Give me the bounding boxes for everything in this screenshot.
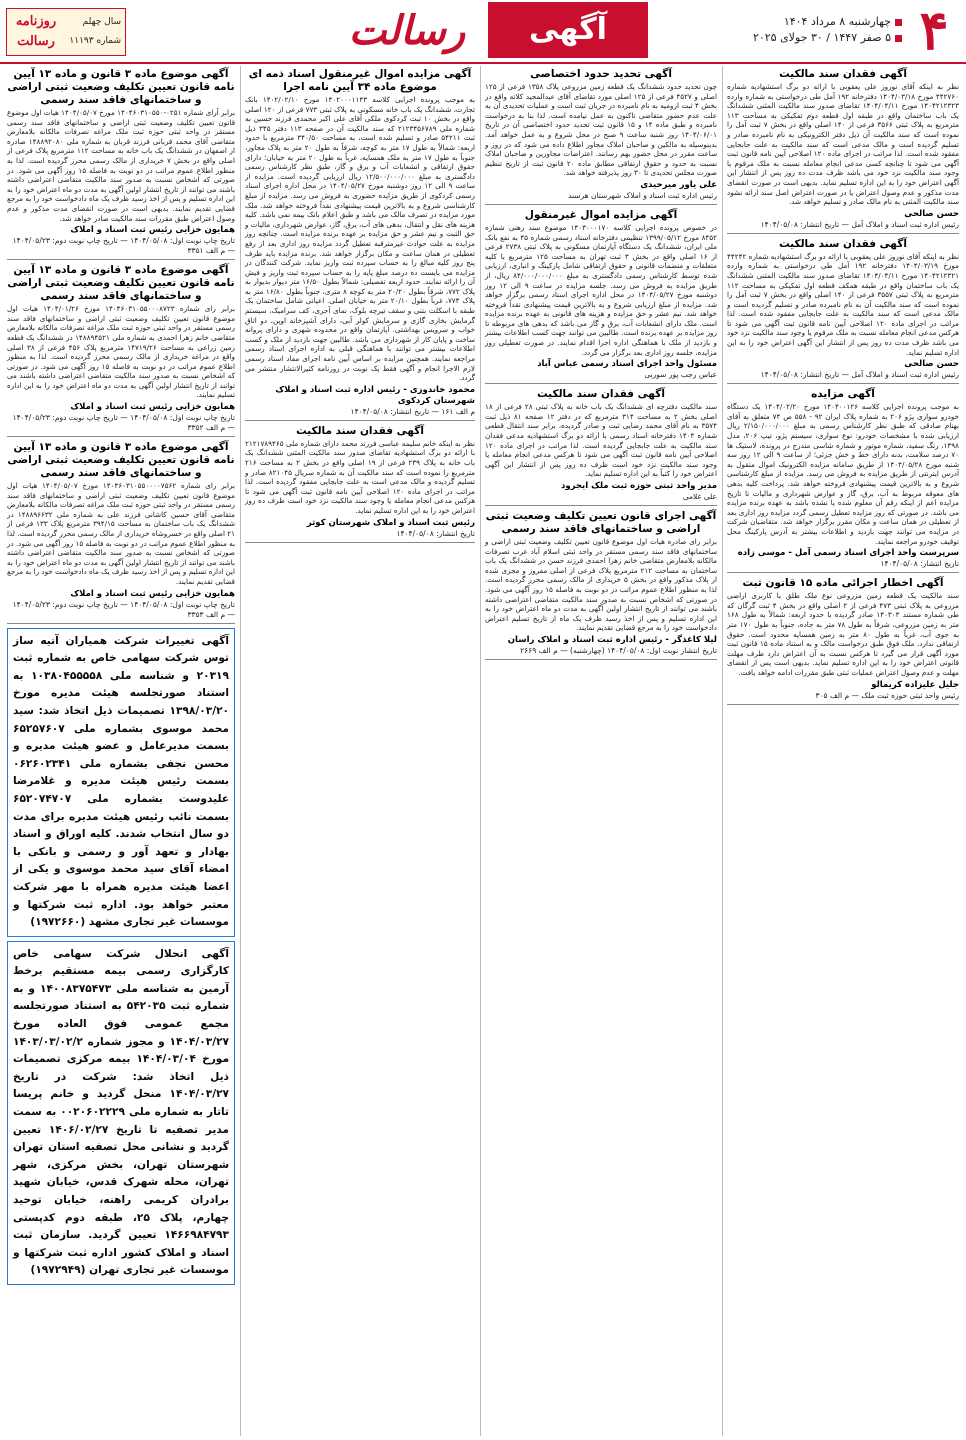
ad-title: آگهی فقدان سند مالکیت — [296, 424, 424, 437]
ad-signature: جلیل علیزاده کریمالو — [871, 679, 959, 690]
ad-signature: حسن صالحی — [904, 208, 959, 219]
column-1 — [724, 66, 962, 1436]
ad-block — [485, 510, 717, 660]
ad-signature: همایون خزایی رئیس ثبت اسناد و املاک — [70, 225, 235, 236]
company-notice-text: آگهی انحلال شرکت سهامی خاص کارگزاری رسمی بیمه مستقیم برخط آرمین به شناسه ملی ۱۴۰۰۸۳۷۵۴۷۳ و به شماره ثبت ۵۴۲۰۳۵ به استناد صورتجلسه مجمع عمومی فوق العاده مورخ ۱۴۰۴/۰۳/۲۷ و مجوز شماره ۱۴۰۳/۰۳/۰۲/۲ مورخ ۱۴۰۴/۰۳/۰۴ بیمه مرکزی تصمیمات ذیل اتخاذ شد: شرکت در تاریخ ۱۴۰۴/۰۳/۲۷ منحل گردید و خانم پریسا تاتار به شماره ملی ۰۰۲۰۶۰۲۲۲۹ به سمت مدیر تصفیه تا تاریخ ۱۴۰۶/۰۲/۲۷ تعیین گردید و نشانی محل تصفیه استان تهران شهرستان تهران، بخش مرکزی، شهر تهران، محله شهرک قدس، خیابان شهید برادران کریمی راهنه، خیابان توحید چهارم، پلاک ۲۵، طبقه دوم کدپستی ۱۴۶۶۹۸۴۷۹۳ تعیین گردید. سازمان ثبت اسناد و املاک کشور اداره ثبت شرکتها و موسسات غیر تجاری تهران (۱۹۷۲۹۴۹) — [13, 947, 230, 1277]
column-divider — [240, 66, 241, 1436]
ad-title: آگهی تحدید حدود اختصاصی — [530, 68, 672, 80]
ad-body: به موجب پرونده اجرایی کلاسه ۱۴۰۲۰۰۰۱۱۴۳ مورخ ۱۴۰۲/۰۲/۱۰ بانک تجارت، ششدانگ یک باب خانه مسکونی به پلاک ثبتی ۷۷۳ فرعی از ۱۲۰ اصلی واقع در بخش ۱۰ ثبت کردکوی ملکی آقای علی اکبر محمدی فرزند حسین به شماره ملی ۲۱۲۳۴۵۶۷۸۹ که سند مالکیت آن در صفحه ۱۱۳ دفتر ۳۴۵ ذیل ثبت ۵۴۲۱۱ صادر و تسلیم شده است، به مساحت ۳۴۰/۵۰ مترمربع با حدود اربعه: شمالاً به طول ۱۷ متر به کوچه، شرقاً به طول ۲۰ متر به پلاک مجاور، جنوباً به طول ۱۷ متر به ملک همسایه، غرباً به طول ۲۰ متر به خیابان؛ دارای حقوق ارتفاقی و انشعابات آب و برق و گاز، طبق نظر کارشناس رسمی دادگستری به مبلغ ۱۲/۵۰۰/۰۰۰/۰۰۰ ریال ارزیابی گردیده است. مزایده از ساعت ۹ الی ۱۲ روز دوشنبه مورخ ۱۴۰۴/۰۵/۲۷ در محل اداره اجرای اسناد رسمی کردکوی از طریق مزایده حضوری به فروش می رسد. مزایده از مبلغ کارشناسی شروع و به بالاترین قیمت پیشنهادی نقداً فروخته خواهد شد. ملک مورد مزایده در تصرف مالک می باشد و طبق اعلام بانک بیمه نمی باشد. کلیه هزینه های نقل و انتقال، بدهی های آب، برق، گاز، عوارض شهرداری، مالیات و حق الثبت و نیم عشر و حق مزایده بر عهده برنده مزایده است. چنانچه روز مزایده به علت حوادث غیرمترقبه تعطیل گردد مزایده روز اداری بعد از رفع تعطیلی در همان ساعت و مکان برگزار خواهد شد. برنده مزایده باید ظرف پنج روز کلیه مبالغ را به حساب سپرده ثبت واریز نماید. شرکت کنندگان در مزایده می بایست ده درصد مبلغ پایه را به حساب سپرده ثبت واریز و فیش آن را ارائه نمایند. حدود اربعه تفصیلی: شمالاً بطول ۱۶/۵۰ متر دیوار بدیوار به پلاک ۷۷۲، شرقاً بطول ۲۰/۲۰ متر به کوچه ۸ متری، جنوباً بطول ۱۶/۸۰ متر به پلاک ۷۷۴، غرباً بطول ۲۰/۱۰ متر به خیابان اصلی. اعیانی شامل ساختمان یک طبقه با اسکلت بتنی و سقف تیرچه بلوک، نمای آجری، کف سرامیک، سیستم گرمایش بخاری گازی و سرمایش کولر آبی، دارای آشپزخانه اوپن، دو اتاق خواب و سرویس بهداشتی. آپارتمان واقع در محدوده شهری و دارای پروانه ساخت و پایان کار از شهرداری می باشد. طالبین جهت بازدید از ملک و کسب اطلاعات بیشتر می توانند با هماهنگی قبلی به اداره اجرای اسناد رسمی مراجعه نمایند. همچنین مزایده بر اساس آیین نامه اجرای مفاد اسناد رسمی لازم الاجرا انجام و آگهی فقط یک نوبت در روزنامه کثیرالانتشار منتشر می گردد. — [245, 95, 475, 383]
ad-signature: محمود خاندوزی - رئیس اداره ثبت اسناد و املاک شهرستان کردکوی — [275, 384, 475, 406]
ad-body: برابر رای صادره هیات اول موضوع قانون تعیین تکلیف وضعیت ثبتی اراضی و ساختمانهای فاقد سند رسمی مستقر در واحد ثبتی اسلام آباد غرب تصرفات مالکانه بلامعارض متقاضی خانم زهرا احمدی فرزند حسن در ششدانگ یک باب ساختمان به مساحت ۲۱۲ مترمربع پلاک فرعی از اصلی مفروز و مجزی شده از پلاک مذکور واقع در بخش ۵ خریداری از مالک رسمی محرز گردیده است. لذا به منظور اطلاع عموم مراتب در دو نوبت به فاصله ۱۵ روز آگهی می شود. در صورتی که اشخاص نسبت به صدور سند مالکیت متقاضی اعتراضی داشته باشند می توانند از تاریخ انتشار اولین آگهی به مدت دو ماه اعتراض خود را به این اداره تسلیم و پس از اخذ رسید ظرف یک ماه از تاریخ تسلیم اعتراض دادخواست خود را به مرجع قضایی تقدیم نمایند. — [485, 537, 717, 633]
ad-block — [727, 388, 959, 573]
ad-block — [727, 577, 959, 704]
ad-title: آگهی مزایده اموال غیرمنقول — [524, 208, 678, 221]
ad-signature: علی یاور میرحیدی — [640, 179, 717, 190]
year-label: سال چهلم — [82, 17, 121, 27]
ad-footer: تاریخ انتشار: ۱۴۰۴/۰۵/۰۸ — [880, 559, 959, 569]
ad-footer: رئیس واحد ثبتی حوزه ثبت ملک — م الف ۳۰۵ — [815, 690, 959, 700]
ad-footer: رئیس اداره ثبت اسناد و املاک آمل — تاریخ انتشار: ۱۴۰۴/۰۵/۰۸ — [760, 219, 959, 229]
page-number: ۴ — [919, 0, 949, 62]
ad-block — [7, 264, 235, 437]
column-3 — [242, 66, 478, 1436]
ad-signature: مسئول واحد اجرای اسناد رسمی عباس آباد — [537, 359, 717, 370]
ad-title: آگهی فقدان سند مالکیت — [779, 68, 907, 80]
ad-block — [245, 68, 475, 421]
ad-body: نظر به اینکه آقای نوروز علی یعقوبی با ارائه دو برگ استشهادیه شماره ۴۴۲۷۶۰ مورخ ۱۴۰۴/۰۳/۱۸ دفترخانه ۱۹۲ آمل طی درخواستی به شماره وارده ۱۴۰۴۲۱۲۳۲۳ مورخ ۱۴۰۴/۰۴/۱۱ تقاضای صدور سند مالکیت المثنی ششدانگ یک باب ساختمان واقع در طبقه اول قطعه دوم تفکیکی به مساحت ۱۱۳ مترمربع به پلاک ثبتی ۳۵۶۶ فرعی از ۱۴۰ اصلی واقع در بخش ۷ ثبت آمل را نموده است که سند مالکیت آن ذیل دفتر الکترونیکی به نام نامبرده صادر و تسلیم گردیده است و مالک مدعی است که سند مالکیت به علت جابجایی مفقود شده است. لذا مراتب در اجرای ماده ۱۲۰ اصلاحی آیین نامه قانون ثبت آگهی می شود تا چنانچه کسی مدعی انجام معامله نسبت به ملک مرقوم یا وجود سند مالکیت نزد خود می باشد ظرف مدت ده روز پس از انتشار این آگهی اعتراض خود را به این اداره تسلیم نماید. بدیهی است در صورت انقضای مدت مذکور و عدم وصول اعتراض یا در صورت اعتراض اصل سند ارائه نشود سند مالکیت المثنی به نام مالک صادر و تسلیم خواهد شد. — [727, 82, 959, 207]
ad-body: نظر به اینکه آقای نوروز علی یعقوبی با ارائه دو برگ استشهادیه شماره ۴۴۲۴۲ مورخ ۱۴۰۴/۰۳/۱۹ دفترخانه ۱۹۲ آمل طی درخواستی به شماره وارده ۱۴۰۴۲۱۲۳۲۱ مورخ ۱۴۰۴/۰۴/۱۱ تقاضای صدور سند مالکیت المثنی ششدانگ یک باب ساختمان واقع در طبقه همکف قطعه اول تفکیکی به مساحت ۱۱۲ مترمربع به پلاک ثبتی ۳۵۵۷ فرعی از ۱۴۰ اصلی واقع در بخش ۷ ثبت آمل را نموده است که سند مالکیت آن به نام نامبرده صادر و تسلیم گردیده است و مالک مدعی است که سند مالکیت به علت جابجایی مفقود شده است. لذا مراتب در اجرای ماده ۱۲۰ اصلاحی آیین نامه قانون ثبت آگهی می شود تا هرکس مدعی انجام معامله نسبت به ملک مرقوم یا وجود سند مالکیت نزد خود می باشد ظرف مدت ده روز پس از انتشار این آگهی اعتراض خود را به این اداره تسلیم نماید. — [727, 251, 959, 357]
ad-signature: حسن صالحی — [904, 359, 959, 370]
ad-block — [7, 68, 235, 260]
ad-title: آگهی فقدان سند مالکیت — [537, 388, 665, 401]
ad-footer: علی غلامی — [682, 492, 717, 501]
date-hijri-gregorian: ۵ صفر ۱۴۴۷ / ۳۰ جولای ۲۰۲۵ — [752, 31, 891, 44]
small-logo: روزنامه رسالت — [15, 14, 57, 49]
ad-title: آگهی مزایده اموال غیرمنقول اسناد ذمه ای موضوع ماده ۳۴ آیین نامه اجرا — [248, 68, 472, 93]
square-bullet-icon — [895, 19, 902, 26]
ad-body: نظر به اینکه خانم سلیمه عباسی فرزند محمد دارای شماره ملی ۲۱۲۱۷۸۹۴۶۵ با ارائه دو برگ استشهادیه تقاضای صدور سند مالکیت المثنی ششدانگ یک باب خانه به پلاک ۲۳۹ فرعی از ۱۹ اصلی واقع در بخش ۲ به مساحت ۲۱۶ مترمربع را نموده است که سند مالکیت آن به شماره سریال ۸۲۱۰۴۵ صادر و تسلیم گردیده و مالک مدعی است به علت جابجایی مفقود گردیده است. لذا مراتب در اجرای ماده ۱۲۰ اصلاحی آیین نامه قانون ثبت آگهی می شود تا هرکس مدعی انجام معامله یا وجود سند مالکیت نزد خود است ظرف ده روز اعتراض خود را به این اداره تسلیم نماید. — [245, 438, 476, 515]
ad-block — [7, 441, 235, 624]
ad-footer: تاریخ انتشار: ۱۴۰۴/۰۵/۰۸ — [396, 528, 475, 538]
issue-label: شماره ۱۱۱۹۳ — [69, 36, 121, 46]
ad-footer: عباس رجب پور سوربی — [644, 370, 717, 380]
ad-signature: لیلا کاغذگر - رئیس اداره ثبت اسناد و املاک راسان — [507, 634, 717, 645]
date-persian: چهارشنبه ۸ مرداد ۱۴۰۴ — [783, 15, 891, 28]
square-bullet-icon — [895, 35, 902, 42]
column-4 — [4, 66, 238, 1436]
ad-footer: م الف ۱۶۱ — تاریخ انتشار: ۱۴۰۴/۰۵/۰۸ — [350, 406, 475, 416]
issue-meta-box — [6, 8, 126, 56]
page-header — [0, 0, 966, 64]
company-change-notice — [7, 628, 235, 937]
ad-body: برابر رای شماره ۱۴۰۴۶۰۳۱۰۵۵۰۰۰۰۷۵۶۲ مورخ ۱۴۰۴/۰۵/۰۷ هیات اول موضوع قانون تعیین تکلیف وضعیت ثبتی اراضی و ساختمانهای فاقد سند رسمی مستقر در واحد ثبتی حوزه ثبت ملک مراغه تصرفات مالکانه بلامعارض متقاضی آقای حسین کاشانی فرزند علی به شماره ملی ۱۴۸۸۹۶۶۳۲ در ششدانگ یک باب ساختمان به مساحت ۳۹۴/۱۵ مترمربع پلاک ۱۳۳ فرعی از ۲۱ اصلی واقع در خسروشاه خریداری از مالک رسمی محرز گردیده است. لذا به منظور اطلاع عموم مراتب در دو نوبت به فاصله ۱۵ روز آگهی می شود. در صورتی که اشخاص نسبت به صدور سند مالکیت متقاضی اعتراضی داشته باشند می توانند از تاریخ انتشار اولین آگهی به مدت دو ماه اعتراض خود را به این اداره تسلیم و پس از اخذ رسید ظرف یک ماه دادخواست خود را به مرجع قضایی تقدیم نمایند. — [7, 481, 236, 586]
ad-block — [485, 388, 717, 506]
ad-block — [485, 209, 717, 384]
ad-body: سند مالکیت یک قطعه زمین مزروعی نوع ملک طلق با کاربری اراضی مزروعی به پلاک ثبتی ۴۷۳ فرعی از ۲ اصلی واقع در بخش ۴ ثبت گرگان که طی شماره مستند ۱۴۰۳۰۳ صادر گردیده با حدود اربعه: شمالاً به طول ۱۶۸ متر به زمین مزروعی، شرقاً به طول ۷۸ متر به جاده، جنوباً به طول ۱۷۰ متر به جوی آب، غرباً به طول ۸۰ متر به زمین همسایه محدود است. حقوق ارتفاقی ندارد. ملک فوق طبق درخواست مالک و به استناد ماده ۱۵ قانون ثبت مورد آگهی قرار می گیرد تا هرکس نسبت به آن اعتراض دارد ظرف مهلت قانونی اعتراض خود را به این اداره تسلیم نماید. بدیهی است پس از انقضای مهلت و عدم وصول اعتراض عملیات ثبتی طبق مقررات ادامه خواهد یافت. — [727, 591, 959, 677]
ad-body: برابر آرای شماره ۰۲۵۱-۱۴۰۴۶۰۳۱۰۵۵۰ مورخ ۱۴۰۴/۰۵/۰۷ هیات اول موضوع قانون تعیین تکلیف وضعیت ثبتی اراضی و ساختمانهای فاقد سند رسمی مستقر در واحد ثبتی حوزه ثبت ملک مراغه تصرفات مالکانه بلامعارض متقاضی آقای محمد قربانی فرزند قربان به شماره ملی ۱۴۸۸۹۲۰۸۰ صادره از اصفهان در ششدانگ یک باب خانه به مساحت ۱۱۲ مترمربع پلاک فرعی از اصلی واقع در بخش ۷ خریداری از مالک رسمی محرز گردیده است. لذا به منظور اطلاع عموم مراتب در دو نوبت به فاصله ۱۵ روز آگهی می شود. در صورتی که اشخاص نسبت به صدور سند مالکیت متقاضی اعتراضی داشته باشند می توانند از تاریخ انتشار اولین آگهی به مدت دو ماه اعتراض خود را به این اداره تسلیم و پس از اخذ رسید ظرف یک ماه دادخواست خود را به مرجع قضایی تقدیم نمایند. بدیهی است در صورت انقضای مدت مذکور و عدم وصول اعتراض طبق مقررات سند مالکیت صادر خواهد شد. — [7, 108, 235, 223]
newspaper-logo: رسالت — [348, 7, 466, 54]
ad-block — [727, 68, 959, 234]
company-notice-text: آگهی تغییرات شرکت همیاران آتیه ساز توس شرکت سهامی خاص به شماره ثبت ۲۰۳۱۹ و شناسه ملی ۱۰۳۸۰۴۵۵۵۵۸ به استناد صورتجلسه هیئت مدیره مورخ ۱۳۹۸/۰۳/۲۰ تصمیمات ذیل اتخاذ شد: سید محمد موسوی بشماره ملی ۶۵۲۵۷۶۰۷ بسمت مدیرعامل و عضو هیئت مدیره و محسن نجفی بشماره ملی ۰۶۲۶۰۲۳۴۱ بسمت رئیس هیئت مدیره و غلامرضا علیدوست بشماره ملی ۶۵۲۰۷۴۷۰۷ بسمت نائب رئیس هیئت مدیره برای مدت دو سال انتخاب شدند. کلیه اوراق و اسناد بهادار و تعهد آور و رسمی و بانکی با امضاء آقای سید محمد موسوی و یکی از اعضا هیئت مدیره همراه با مهر شرکت معتبر خواهد بود. اداره ثبت شرکتها و موسسات غیر تجاری مشهد (۱۹۷۲۶۶۰) — [13, 634, 229, 929]
ad-footer: تاریخ چاپ نوبت اول: ۱۴۰۴/۰۵/۰۸ — تاریخ چاپ نوبت دوم: ۱۴۰۴/۰۵/۲۳ — م الف ۳۳۵۱ — [12, 236, 235, 256]
ad-signature: همایون خزایی رئیس ثبت اسناد و املاک — [70, 588, 235, 599]
ad-block — [245, 425, 475, 543]
ad-body: برابر رای شماره ۱۴۰۴۶۰۳۱۰۵۵۰۰۰۸۷۲۳ مورخ ۱۴۰۴/۰۱/۲۶ هیات اول موضوع قانون تعیین تکلیف وضعیت ثبتی اراضی و ساختمانهای فاقد سند رسمی مستقر در واحد ثبتی حوزه ثبت ملک مراغه تصرفات مالکانه بلامعارض متقاضی خانم زهرا احمدی به شماره ملی ۱۴۸۸۹۴۵۲۱ در ششدانگ یک قطعه زمین زراعی به مساحت ۱۴۷۱۹/۲۶ مترمربع پلاک ۴۵۶ فرعی از ۳۸ اصلی واقع در مراغه خریداری از مالک رسمی محرز گردیده است. لذا به منظور اطلاع عموم مراتب در دو نوبت به فاصله ۱۵ روز آگهی می شود. در صورتی که اشخاص نسبت به صدور سند مالکیت متقاضی اعتراضی داشته باشند می توانند از تاریخ انتشار اولین آگهی به مدت دو ماه اعتراض خود را به این اداره تسلیم نمایند. — [7, 304, 236, 400]
company-dissolution-notice — [7, 941, 235, 1285]
column-divider — [722, 66, 723, 1436]
ad-body: سند مالکیت دفترچه ای ششدانگ یک باب خانه به پلاک ثبتی ۲۸ فرعی از ۱۸ اصلی بخش ۲ به مساحت ۳۱۴ مترمربع که در دفتر ۱۲ صفحه ۸۱ ذیل ثبت ۳۵۷۴ به نام آقای محمد رضایی ثبت و صادر گردیده، برابر سند انتقال قطعی شماره ۱۴۰۴ دفترخانه اسناد رسمی با ارائه دو برگ استشهادیه مدعی فقدان سند مالکیت به علت جابجایی گردیده است. لذا مراتب در اجرای ماده ۱۲۰ اصلاحی آیین نامه قانون ثبت آگهی می شود تا هرکس مدعی انجام معامله یا وجود سند مالکیت نزد خود است ظرف ده روز پس از انتشار این آگهی اعتراض خود را کتباً به این اداره تسلیم نماید. — [485, 402, 717, 479]
ad-footer: تاریخ چاپ نوبت اول: ۱۴۰۴/۰۵/۰۸ — تاریخ چاپ نوبت دوم: ۱۴۰۴/۰۵/۲۳ — م الف ۳۳۵۲ — [12, 413, 235, 433]
issue-dates — [712, 14, 902, 46]
ad-title: آگهی موضوع ماده ۳ قانون و ماده ۱۳ آیین نامه قانون تعیین تکلیف وضعیت ثبتی اراضی و ساختمانهای فاقد سند رسمی — [7, 68, 235, 106]
ad-block — [727, 238, 959, 385]
ad-signature: سرپرست واحد اجرای اسناد رسمی آمل - موسی زاده — [737, 548, 959, 559]
ad-title: آگهی اجرای قانون تعیین تکلیف وضعیت ثبتی اراضی و ساختمانهای فاقد سند رسمی — [485, 510, 717, 535]
ad-footer: رئیس اداره ثبت اسناد و املاک شهرستان هرسند — [568, 190, 717, 200]
ad-signature: همایون خزایی رئیس ثبت اسناد و املاک — [70, 402, 235, 413]
ad-footer: تاریخ چاپ نوبت اول: ۱۴۰۴/۰۵/۰۸ — تاریخ چاپ نوبت دوم: ۱۴۰۴/۰۵/۲۳ — م الف ۳۳۵۳ — [12, 599, 235, 619]
column-2 — [482, 66, 720, 1436]
ad-footer: رئیس اداره ثبت اسناد و املاک آمل — تاریخ انتشار: ۱۴۰۴/۰۵/۰۸ — [760, 370, 959, 380]
ad-block — [485, 68, 717, 205]
ad-footer: تاریخ انتشار نوبت اول: ۱۴۰۴/۰۵/۰۸ (چهارشنبه) — م الف ۲۶۶۹ — [520, 645, 717, 655]
ad-title: آگهی موضوع ماده ۳ قانون و ماده ۱۳ آیین نامه قانون تعیین تکلیف وضعیت ثبتی اراضی و ساختمانهای فاقد سند رسمی — [7, 441, 235, 480]
ad-title: آگهی موضوع ماده ۳ قانون و ماده ۱۳ آیین نامه قانون تعیین تکلیف وضعیت ثبتی اراضی و ساختمانهای فاقد سند رسمی — [7, 264, 235, 303]
ad-body: چون تحدید حدود ششدانگ یک قطعه زمین مزروعی پلاک ۱۳۵۸ فرعی از ۱۲۵ اصلی و ۴۵۲۷ فرعی از ۱۲۵ اصلی مورد تقاضای آقای عبدالمجید کلاته واقع در بخش ۴ ثبت ارومیه به نام نامبرده در جریان ثبت است و عملیات تحدیدی آن به علت عدم حضور متقاضی تاکنون به عمل نیامده است. لذا بنا به درخواست نامبرده و طبق ماده ۱۴ و ۱۵ قانون ثبت تحدید حدود اختصاصی آن در تاریخ ۱۴۰۴/۰۶/۰۱ روز شنبه ساعت ۹ صبح در محل شروع و به عمل خواهد آمد. بدینوسیله به مالکین و صاحبان املاک مجاور اطلاع داده می شود که در روز و ساعت مقرر در محل حضور بهم رسانند. اعتراضات مجاورین و صاحبان املاک نسبت به حدود و حقوق ارتفاقی مطابق ماده ۲۰ قانون ثبت از تاریخ تنظیم صورت مجلس تحدیدی تا ۳۰ روز پذیرفته خواهد شد. — [485, 82, 717, 178]
ad-body: به موجب پرونده اجرایی کلاسه ۱۴۰۴۰۰۱۲۶ مورخ ۱۴۰۴/۰۲/۲۰ یک دستگاه خودرو سواری پژو ۲۰۶ به شماره پلاک ایران ۹۲ - ۵۵۸ ص ۷۴ متعلق به آقای بهنام صادقی که طبق نظر کارشناس رسمی به مبلغ ۲/۱۵۰/۰۰۰/۰۰۰ ریال ارزیابی شده با مشخصات خودرو: نوع سواری، سیستم پژو، تیپ ۲۰۶، مدل ۱۳۹۸، رنگ سفید، شماره موتور و شماره شاسی مندرج در پرونده، لاستیک ها ۷۰ درصد سلامت، بدنه دارای خط و خش جزئی؛ از ساعت ۹ الی ۱۲ روز سه شنبه مورخ ۱۴۰۴/۰۵/۲۸ از طریق سامانه مزایده الکترونیک اموال منقول به آدرس ایترنتی از طریق مزایده به فروش می رسد. مزایده از مبلغ کارشناسی شروع و به بالاترین قیمت پیشنهادی فروخته خواهد شد. پرداخت کلیه بدهی های معوقه مربوط به آب، برق، گاز و عوارض شهرداری و مالیات تا تاریخ مزایده اعم از اینکه رقم آن معلوم شده یا نشده باشد به عهده برنده مزایده می باشد. در صورتی که روز مزایده تعطیل رسمی گردد مزایده روز اداری بعد از تعطیلی در همان ساعت و مکان مقرر برگزار خواهد شد. متقاضیان شرکت در مزایده می توانند جهت بازدید و اطلاعات بیشتر به آدرس پارکینگ محل توقیف خودرو مراجعه نمایند. — [727, 402, 959, 546]
section-title: آگهی — [488, 2, 648, 58]
ad-body: در خصوص پرونده اجرایی کلاسه ۱۴۰۳۰۰۰۱۷۰ موضوع سند رهنی شماره ۸۴۵۲ مورخ ۱۳۹۹/۰۵/۱۲ تنظیمی دفترخانه اسناد رسمی شماره ۴۵ به نفع بانک ملی ایران، ششدانگ یک دستگاه آپارتمان مسکونی به پلاک ثبتی ۲۷۳۸ فرعی از ۱۶ اصلی واقع در بخش ۳ ثبت تهران به مساحت ۱۲۵ مترمربع با کلیه متعلقات و منضمات قانونی و حقوق ارتفاقی شامل پارکینگ و انباری، ارزیابی شده توسط کارشناس رسمی دادگستری به مبلغ ۸۴/۰۰۰/۰۰۰/۰۰۰ ریال، از طریق مزایده به فروش می رسد. جلسه مزایده در ساعت ۹ الی ۱۲ روز دوشنبه مورخ ۱۴۰۴/۰۵/۲۷ در محل اداره اجرای اسناد رسمی برگزار خواهد شد. مزایده از مبلغ ارزیابی شروع و به بالاترین قیمت پیشنهادی نقداً فروخته خواهد شد. نیم عشر و حق مزایده و هزینه های قانونی به عهده برنده مزایده است. ملک دارای انشعابات آب، برق و گاز می باشد که بدهی های مربوطه تا روز مزایده بر عهده برنده است. طالبین می توانند جهت کسب اطلاعات بیشتر و بازدید از ملک با هماهنگی اداره اجرا اقدام نمایند. در صورت تعطیلی روز مزایده، جلسه روز اداری بعد برگزار می گردد. — [485, 222, 718, 357]
ad-signature: رئیس ثبت اسناد و املاک شهرستان کوثر — [306, 517, 475, 528]
column-divider — [480, 66, 481, 1436]
ad-title: آگهی اخطار اجرائی ماده ۱۵ قانون ثبت — [742, 577, 944, 590]
ad-signature: مدیر واحد ثبتی حوزه ثبت ملک ایجرود — [561, 481, 717, 491]
ad-title: آگهی فقدان سند مالکیت — [779, 237, 907, 250]
ad-title: آگهی مزایده — [811, 388, 875, 401]
